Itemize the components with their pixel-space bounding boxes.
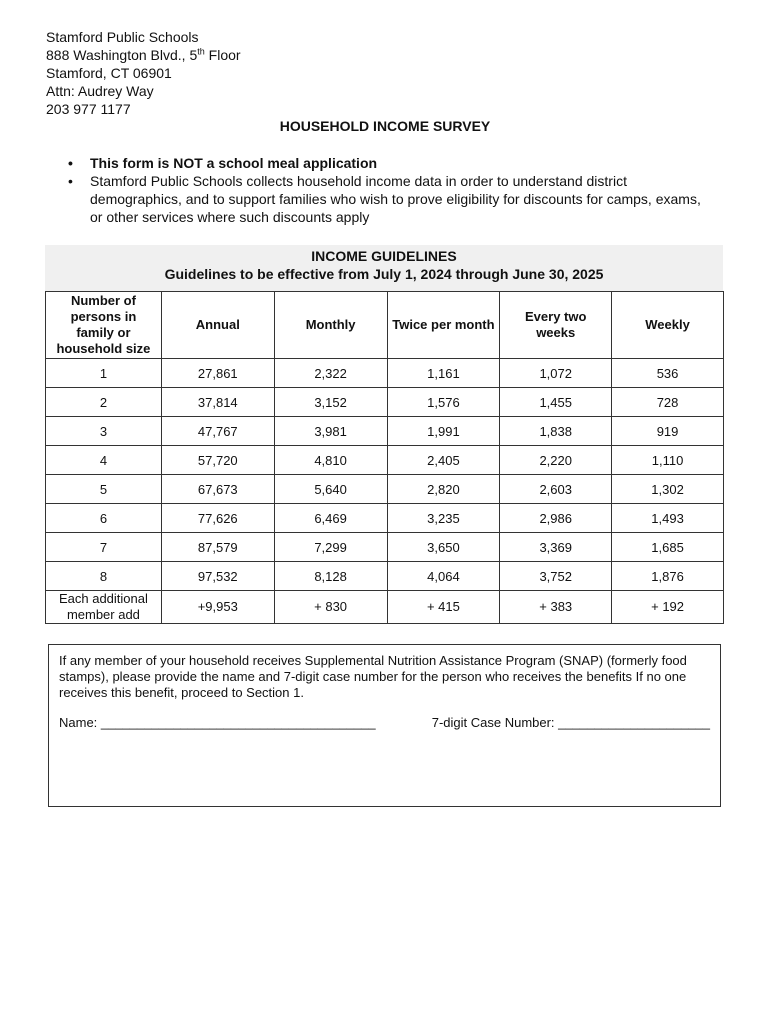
- table-cell: 3: [46, 417, 162, 446]
- page-title: HOUSEHOLD INCOME SURVEY: [279, 118, 491, 134]
- column-header-weekly: Weekly: [612, 292, 724, 359]
- table-cell: 4,810: [274, 446, 387, 475]
- column-header-household-size: Number of persons in family or household size: [46, 292, 162, 359]
- table-cell: 2,405: [387, 446, 500, 475]
- table-cell: 4,064: [387, 562, 500, 591]
- table-cell: 1,302: [612, 475, 724, 504]
- bullet-icon: •: [68, 173, 73, 189]
- table-cell: 67,673: [161, 475, 274, 504]
- table-cell: 57,720: [161, 446, 274, 475]
- table-cell: 1,685: [612, 533, 724, 562]
- snap-instructions: If any member of your household receives Supplemental Nutrition Assistance Program (SNAP) (formerly food stamps), please provide the name and 7-digit case number for the person who receives the benefits If no one receives this benefit, proceed to Section 1.: [59, 653, 687, 700]
- table-cell: 3,152: [274, 388, 387, 417]
- column-header-every-two-weeks: Every two weeks: [500, 292, 612, 359]
- table-cell: 7,299: [274, 533, 387, 562]
- address-street: [46, 46, 241, 64]
- table-cell: 3,650: [387, 533, 500, 562]
- table-cell: 97,532: [161, 562, 274, 591]
- table-cell: 6: [46, 504, 162, 533]
- table-cell: + 830: [274, 591, 387, 624]
- guidelines-subheading: Guidelines to be effective from July 1, 2024 through June 30, 2025: [164, 266, 604, 282]
- address-city: Stamford, CT 06901: [46, 65, 172, 81]
- table-cell: 47,767: [161, 417, 274, 446]
- snap-fields-row: [59, 715, 710, 731]
- table-row: [46, 533, 724, 562]
- table-cell: 919: [612, 417, 724, 446]
- table-cell: 3,369: [500, 533, 612, 562]
- table-row: [46, 475, 724, 504]
- table-cell: 87,579: [161, 533, 274, 562]
- table-cell: + 415: [387, 591, 500, 624]
- table-cell: 8: [46, 562, 162, 591]
- bullet-icon: •: [68, 155, 73, 171]
- table-cell: 37,814: [161, 388, 274, 417]
- table-cell: +9,953: [161, 591, 274, 624]
- table-cell: 2,986: [500, 504, 612, 533]
- address-street-ordinal: th: [197, 46, 205, 57]
- snap-name-field[interactable]: Name: ______________________________________: [59, 715, 376, 730]
- income-guidelines-table: [45, 291, 724, 624]
- table-cell: 6,469: [274, 504, 387, 533]
- table-cell: 1,991: [387, 417, 500, 446]
- address-school-name: Stamford Public Schools: [46, 29, 199, 45]
- table-cell: 1,576: [387, 388, 500, 417]
- column-header-annual: Annual: [161, 292, 274, 359]
- snap-section-box: [48, 644, 721, 807]
- table-row: [46, 359, 724, 388]
- bullet-item: [68, 154, 708, 172]
- table-cell: Each additional member add: [46, 591, 162, 624]
- table-cell: 3,752: [500, 562, 612, 591]
- bullet-text: This form is NOT a school meal application: [90, 155, 378, 171]
- bullet-text: Stamford Public Schools collects household income data in order to understand district demographics, and to support families who wish to prove eligibility for discounts for camps, exams, or other services where such discounts apply: [90, 173, 701, 225]
- table-cell: 1,493: [612, 504, 724, 533]
- table-row: [46, 388, 724, 417]
- address-street-main: 888 Washington Blvd., 5: [46, 47, 198, 63]
- table-cell: 1,455: [500, 388, 612, 417]
- bullet-item: [68, 172, 708, 226]
- table-cell: 728: [612, 388, 724, 417]
- table-cell: 1,838: [500, 417, 612, 446]
- table-cell: 536: [612, 359, 724, 388]
- table-cell: + 383: [500, 591, 612, 624]
- income-guidelines-header: [45, 245, 723, 291]
- address-phone: 203 977 1177: [46, 101, 131, 117]
- table-row: [46, 562, 724, 591]
- column-header-monthly: Monthly: [274, 292, 387, 359]
- address-attention: Attn: Audrey Way: [46, 83, 154, 99]
- table-cell: + 192: [612, 591, 724, 624]
- table-cell: 3,235: [387, 504, 500, 533]
- table-row: [46, 446, 724, 475]
- table-cell: 2,322: [274, 359, 387, 388]
- table-cell: 4: [46, 446, 162, 475]
- table-cell: 2,603: [500, 475, 612, 504]
- table-header-row: [46, 292, 724, 359]
- table-cell: 5,640: [274, 475, 387, 504]
- table-cell: 1,072: [500, 359, 612, 388]
- table-cell: 7: [46, 533, 162, 562]
- table-cell: 1,110: [612, 446, 724, 475]
- table-cell: 2,820: [387, 475, 500, 504]
- table-row: [46, 504, 724, 533]
- table-cell: 5: [46, 475, 162, 504]
- info-bullets: [68, 154, 708, 226]
- table-cell: 2: [46, 388, 162, 417]
- snap-case-number-field[interactable]: 7-digit Case Number: _____________________: [431, 715, 710, 730]
- table-cell: 8,128: [274, 562, 387, 591]
- mailing-address: [46, 28, 241, 118]
- table-cell: 1: [46, 359, 162, 388]
- table-cell: 1,876: [612, 562, 724, 591]
- address-street-floor: Floor: [204, 47, 241, 63]
- table-row: [46, 417, 724, 446]
- table-cell: 1,161: [387, 359, 500, 388]
- table-cell: 77,626: [161, 504, 274, 533]
- table-cell: 2,220: [500, 446, 612, 475]
- guidelines-heading: INCOME GUIDELINES: [311, 248, 457, 264]
- column-header-twice-per-month: Twice per month: [387, 292, 500, 359]
- table-cell: 27,861: [161, 359, 274, 388]
- table-row-additional-member: [46, 591, 724, 624]
- table-cell: 3,981: [274, 417, 387, 446]
